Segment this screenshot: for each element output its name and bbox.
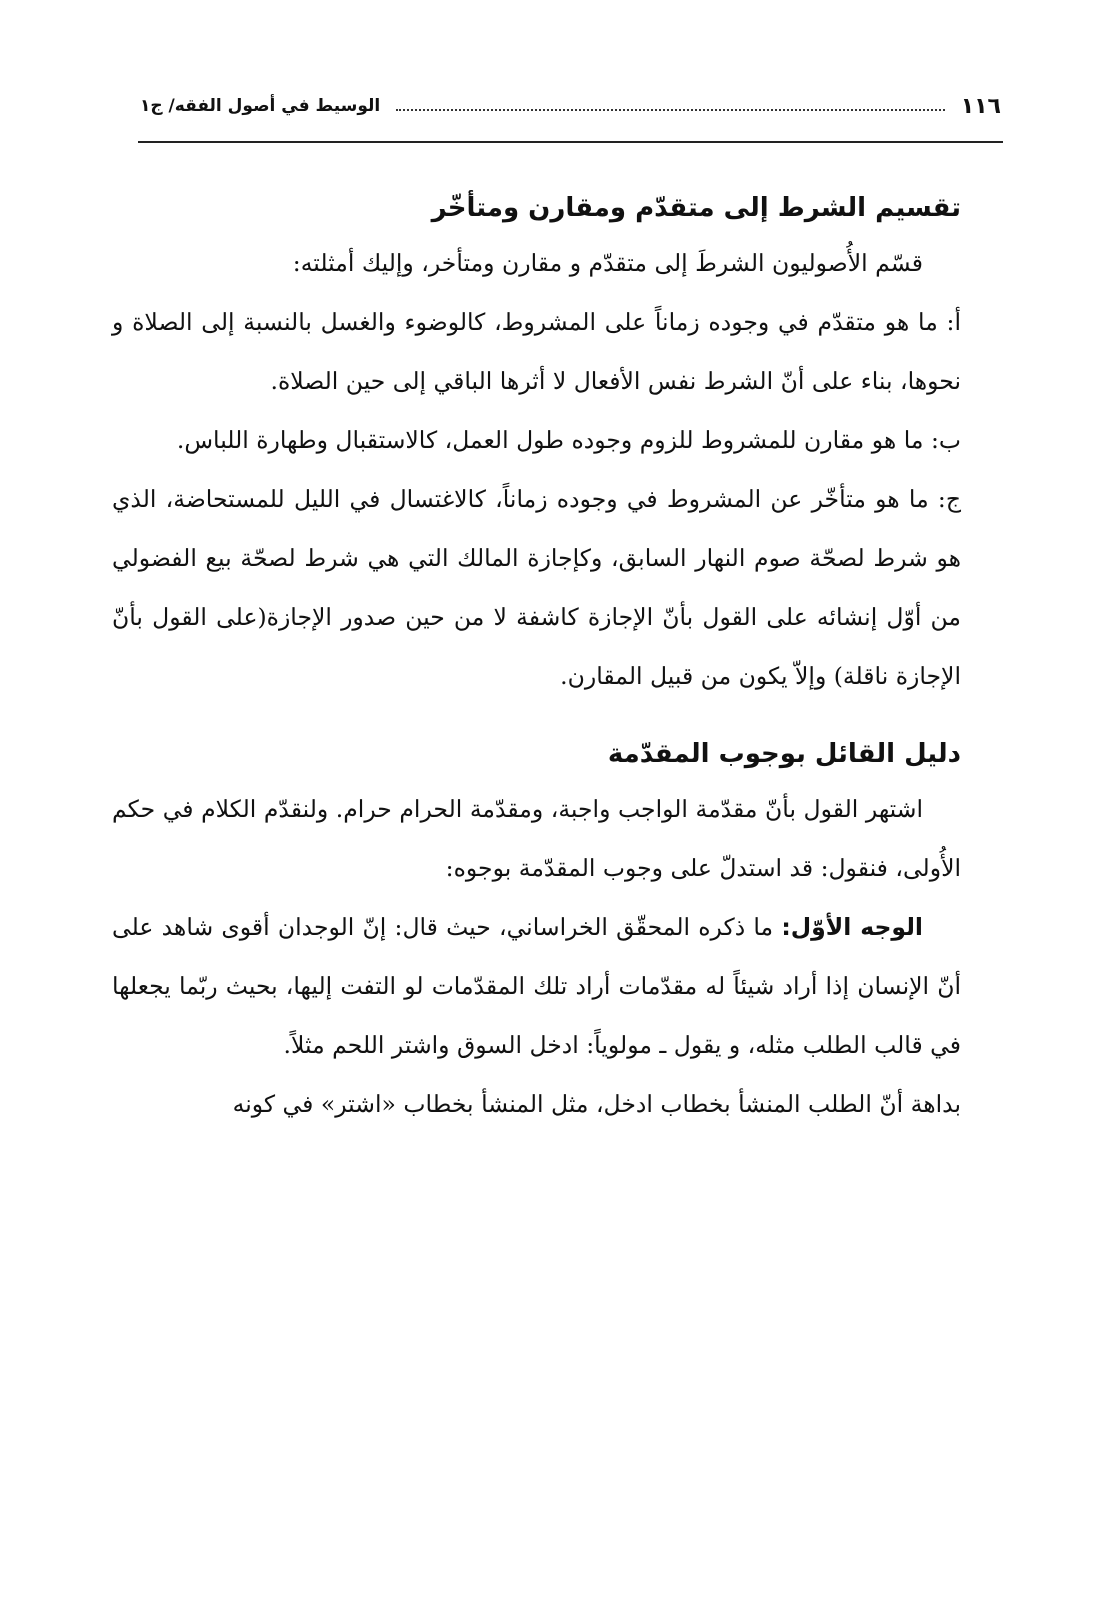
running-header — [140, 86, 1001, 126]
section-heading-condition-division: تقسيم الشرط إلى متقدّم ومقارن ومتأخّر — [431, 193, 961, 223]
header-rule — [138, 141, 1003, 143]
section2-intro-paragraph: اشتهر القول بأنّ مقدّمة الواجب واجبة، ومقدّمة الحرام حرام. ولنقدّم الكلام في حكم الأُولى، فنقول: قد استدلّ على وجوب المقدّمة بوجوه: — [112, 795, 961, 882]
section-spacer — [112, 706, 961, 728]
page-number: ١١٦ — [960, 93, 1001, 119]
section1-item-b: ب: ما هو مقارن للمشروط للزوم وجوده طول العمل، كالاستقبال وطهارة اللباس. — [176, 426, 961, 454]
header-dot-leader — [396, 109, 944, 111]
section2-last-paragraph: بداهة أنّ الطلب المنشأ بخطاب ادخل، مثل المنشأ بخطاب «اشتر» في كونه — [232, 1090, 961, 1118]
page-body — [112, 182, 961, 1134]
section1-item-a: أ: ما هو متقدّم في وجوده زماناً على المشروط، كالوضوء والغسل بالنسبة إلى الصلاة و نحوها، بناء على أنّ الشرط نفس الأفعال لا أثرها الباقي إلى حين الصلاة. — [112, 308, 961, 395]
section2-first-reason — [112, 898, 961, 1075]
section1-intro-paragraph: قسّم الأُصوليون الشرطَ إلى متقدّم و مقارن ومتأخر، وإليك أمثلته: — [292, 249, 923, 277]
book-title: الوسيط في أصول الفقه/ ج١ — [140, 96, 381, 116]
section-heading-preliminary-obligation: دليل القائل بوجوب المقدّمة — [607, 739, 961, 769]
first-reason-text: ما ذكره المحقّق الخراساني، حيث قال: إنّ الوجدان أقوى شاهد على أنّ الإنسان إذا أراد شيئاً له مقدّمات أراد تلك المقدّمات لو التفت إليها، بحيث ربّما يجعلها في قالب الطلب مثله، و يقول ـ مولوياً: ادخل السوق واشتر اللحم مثلاً. — [112, 913, 961, 1059]
first-reason-lead: الوجه الأوّل: — [781, 913, 923, 941]
section1-item-c: ج: ما هو متأخّر عن المشروط في وجوده زماناً، كالاغتسال في الليل للمستحاضة، الذي هو شرط لصحّة صوم النهار السابق، وكإجازة المالك التي هي شرط لصحّة بيع الفضولي من أوّل إنشائه على القول بأنّ الإجازة كاشفة لا من حين صدور الإجازة(على القول بأنّ الإجازة ناقلة) وإلاّ يكون من قبيل المقارن. — [112, 485, 961, 690]
